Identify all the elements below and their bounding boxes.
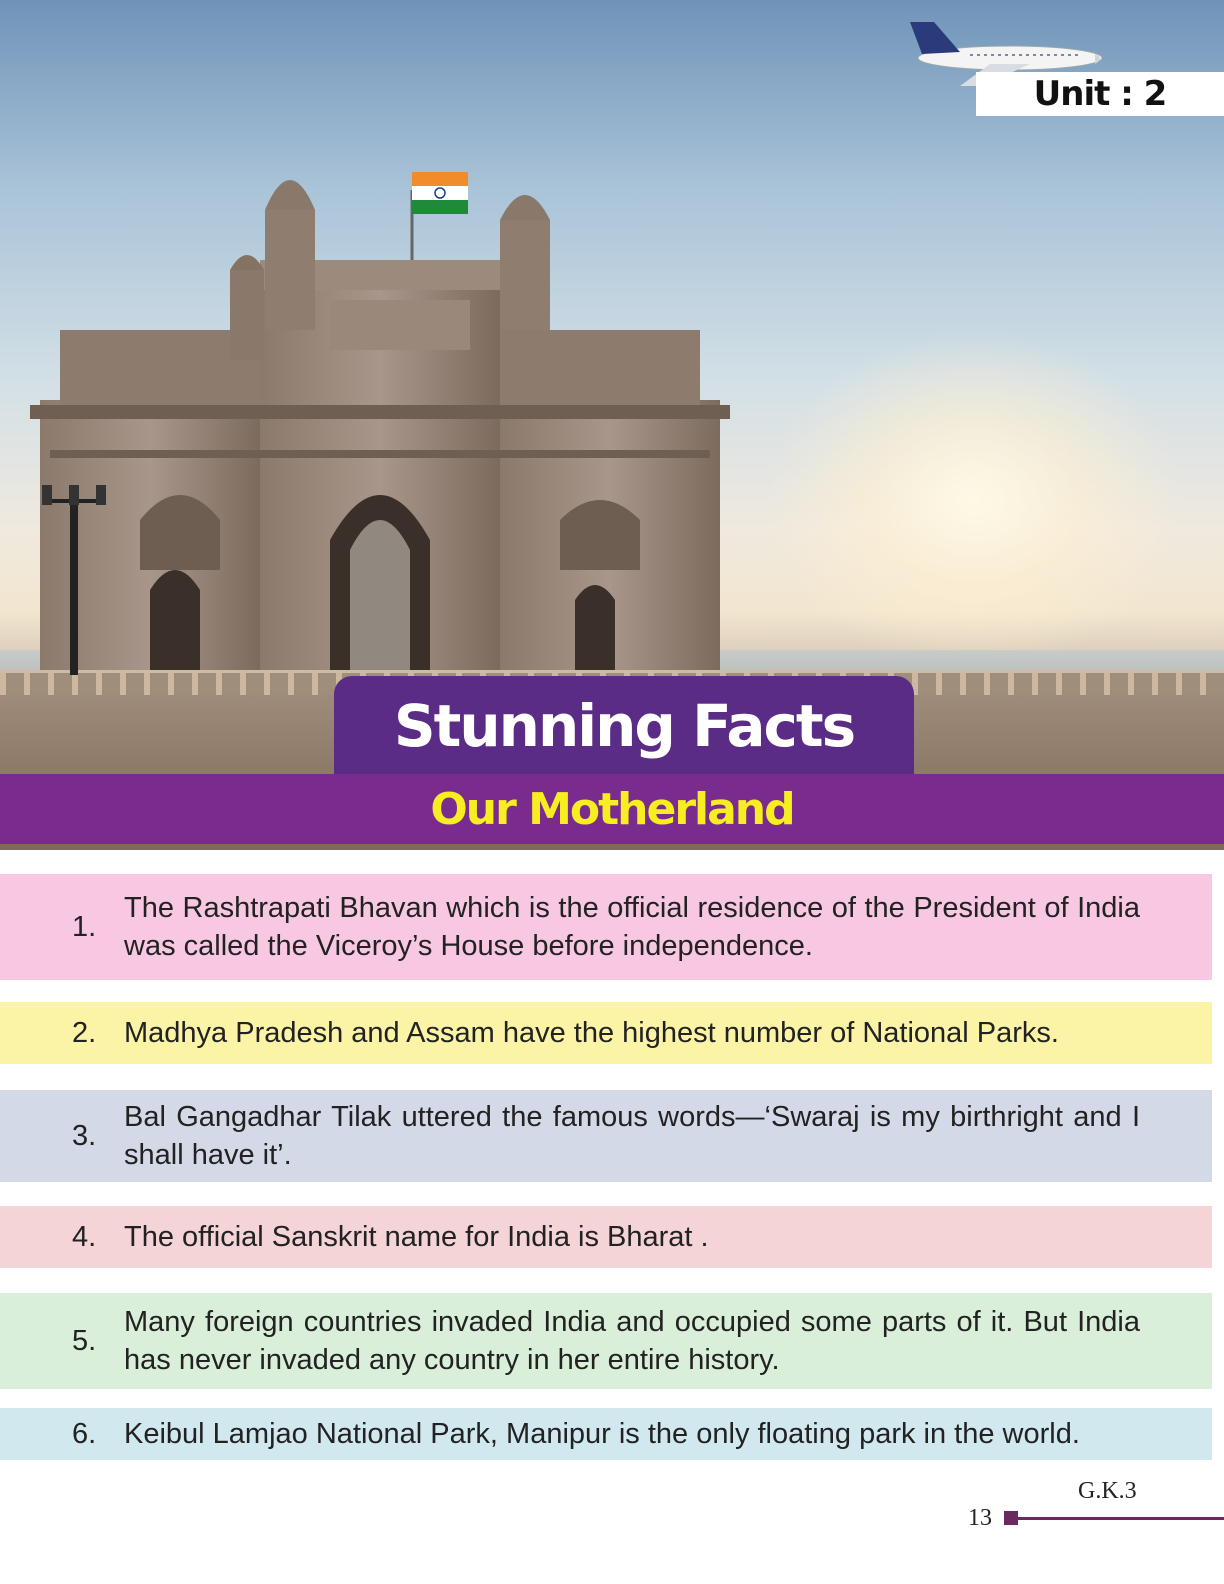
fact-number: 2. xyxy=(72,1016,97,1049)
unit-label-text: Unit : 2 xyxy=(1033,74,1167,114)
fact-item-1 xyxy=(0,874,1212,980)
fact-item-2 xyxy=(0,1002,1212,1064)
gateway-of-india-monument xyxy=(30,150,730,670)
fact-number: 3. xyxy=(72,1119,97,1152)
page-marker-square xyxy=(1004,1511,1018,1525)
fact-text: Madhya Pradesh and Assam have the highest number of National Parks. xyxy=(124,1017,1059,1049)
page-title-tab xyxy=(334,676,914,776)
sun-glow xyxy=(764,330,1184,670)
fact-text: Keibul Lamjao National Park, Manipur is the only floating park in the world. xyxy=(124,1418,1080,1450)
page-number: 13 xyxy=(968,1505,992,1531)
fact-text: The Rashtrapati Bhavan which is the official residence of the President of India was called the Viceroy’s House before independence. xyxy=(124,892,1140,962)
lamp-post xyxy=(40,485,110,675)
fact-item-4 xyxy=(0,1206,1212,1268)
fact-number: 4. xyxy=(72,1220,97,1253)
fact-number: 1. xyxy=(72,910,97,943)
fact-item-6 xyxy=(0,1408,1212,1460)
subtitle-band xyxy=(0,774,1224,844)
fact-text: Bal Gangadhar Tilak uttered the famous words—‘Swaraj is my birthright and I shall have it’. xyxy=(124,1101,1140,1171)
page-subtitle: Our Motherland xyxy=(430,783,794,835)
book-code: G.K.3 xyxy=(1078,1478,1137,1504)
unit-label xyxy=(976,72,1224,116)
fact-number: 6. xyxy=(72,1417,97,1450)
fact-text: Many foreign countries invaded India and occupied some parts of it. But India has never invaded any country in her entire history. xyxy=(124,1306,1140,1376)
page-title: Stunning Facts xyxy=(393,692,855,760)
fact-item-3 xyxy=(0,1090,1212,1182)
indian-flag-icon xyxy=(412,172,468,214)
fact-item-5 xyxy=(0,1293,1212,1389)
fact-text: The official Sanskrit name for India is Bharat . xyxy=(124,1221,709,1253)
fact-number: 5. xyxy=(72,1324,97,1357)
page-marker-line xyxy=(1018,1517,1224,1520)
